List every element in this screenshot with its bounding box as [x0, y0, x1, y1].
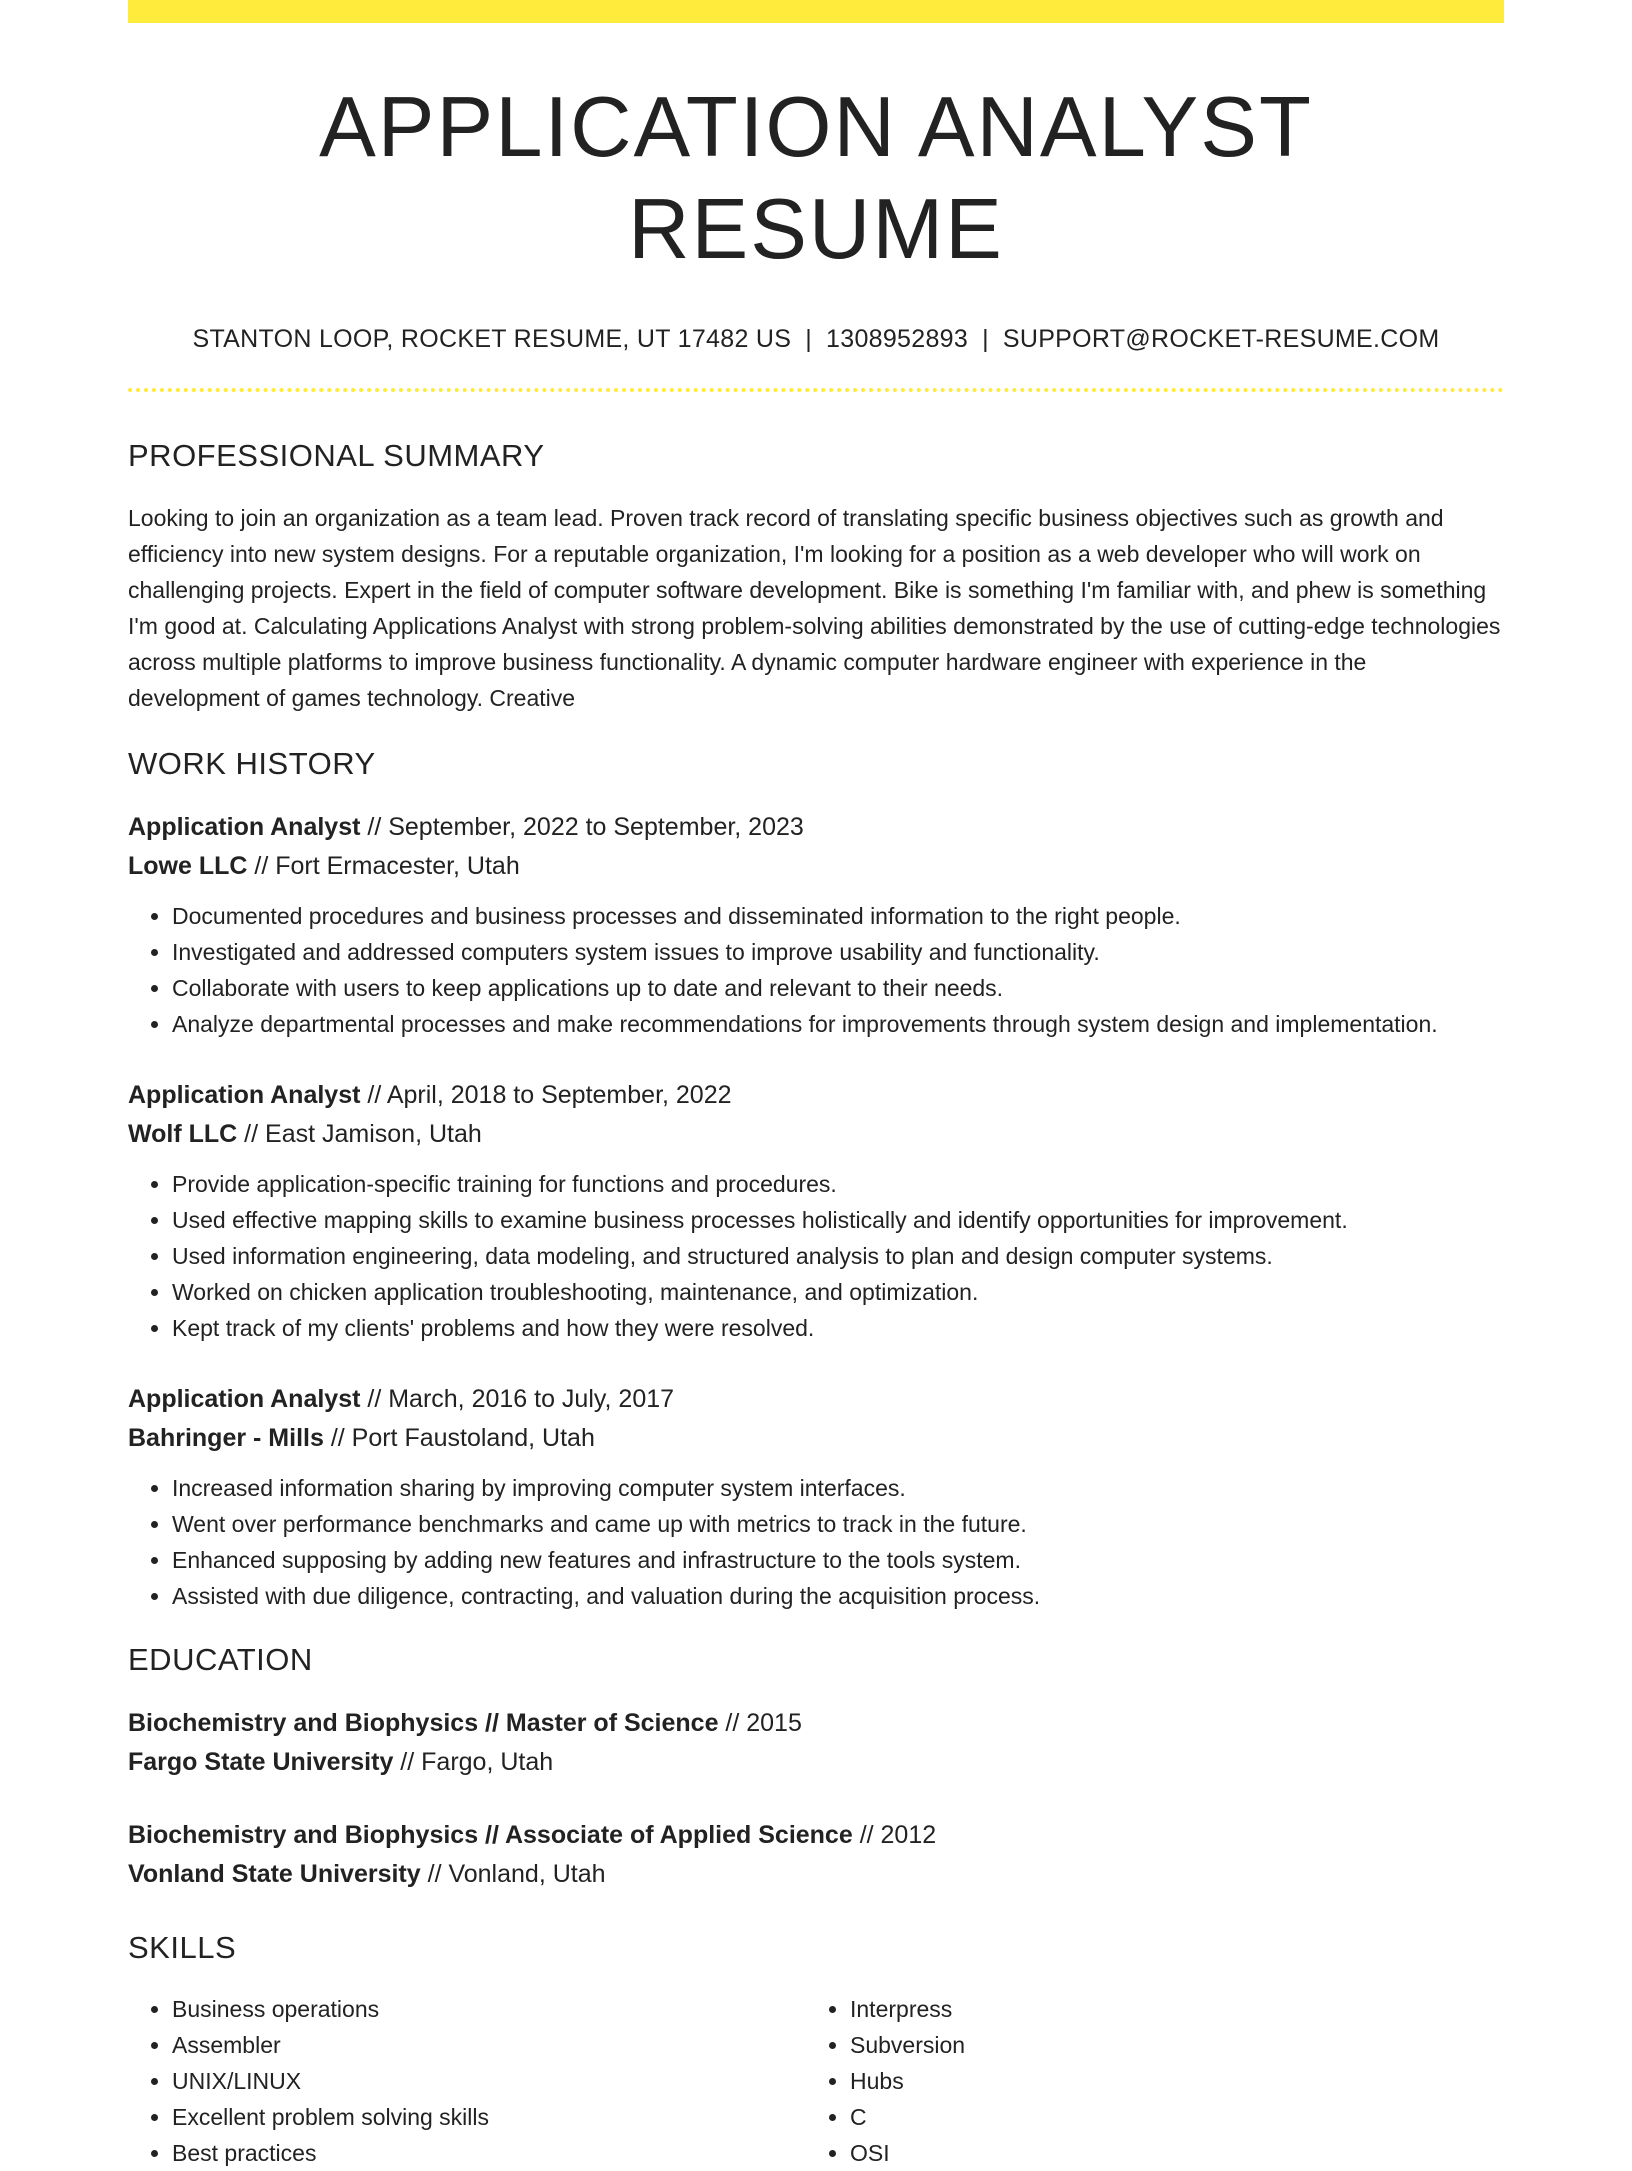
- skill-item: • Subversion: [850, 2027, 1484, 2063]
- education-school: Vonland State University: [128, 1860, 421, 1889]
- job-location: // East Jamison, Utah: [237, 1120, 482, 1149]
- resume-title: APPLICATION ANALYST RESUME: [319, 80, 1313, 277]
- skills-column-left: [128, 1991, 806, 2171]
- job-entry: [128, 1380, 1504, 1614]
- job-bullets: [128, 898, 1504, 1042]
- job-title: Application Analyst: [128, 1385, 361, 1414]
- job-bullets: [128, 1166, 1504, 1346]
- summary-text: Looking to join an organization as a team lead. Proven track record of translating specific business objectives such as growth and efficiency into new system designs. For a reputable organization, I'm looking for a position as a web developer who will work on challenging projects. Expert in the field of computer software development. Bike is something I'm familiar with, and phew is something I'm good at. Calculating Applications Analyst with strong problem-solving abilities demonstrated by the use of cutting-edge technologies across multiple platforms to improve business functionality. A dynamic computer hardware engineer with experience in the development of games technology. Creative: [128, 504, 1501, 711]
- education-degree: Biochemistry and Biophysics // Associate of Applied Science: [128, 1821, 853, 1850]
- job-location: // Fort Ermacester, Utah: [247, 852, 520, 881]
- job-company: Lowe LLC: [128, 852, 248, 881]
- job-bullet: • Investigated and addressed computers system issues to improve usability and functionality.: [172, 934, 1504, 970]
- skill-item: • Assembler: [172, 2027, 806, 2063]
- job-location: // Port Faustoland, Utah: [323, 1424, 595, 1453]
- job-bullet: • Assisted with due diligence, contracting, and valuation during the acquisition process.: [172, 1578, 1504, 1614]
- contact-email: SUPPORT@ROCKET-RESUME.COM: [1002, 325, 1440, 353]
- job-title: Application Analyst: [128, 1081, 361, 1110]
- job-company: Bahringer - Mills: [128, 1424, 324, 1453]
- skill-item: • C: [850, 2099, 1484, 2135]
- job-bullet: • Provide application-specific training for functions and procedures.: [172, 1166, 1504, 1202]
- job-company: Wolf LLC: [128, 1120, 238, 1149]
- job-company-line: [128, 1419, 1504, 1458]
- job-bullet: • Kept track of my clients' problems and how they were resolved.: [172, 1310, 1504, 1346]
- job-bullet: • Documented procedures and business processes and disseminated information to the right people.: [172, 898, 1504, 934]
- skills-column-right: [806, 1991, 1484, 2171]
- job-bullets: [128, 1470, 1504, 1614]
- dotted-divider: [128, 388, 1504, 392]
- job-entry: [128, 808, 1504, 1042]
- job-entry: [128, 1076, 1504, 1346]
- education-school: Fargo State University: [128, 1748, 394, 1777]
- education-year: // 2015: [718, 1709, 802, 1738]
- job-dates: // April, 2018 to September, 2022: [360, 1081, 732, 1110]
- job-title: Application Analyst: [128, 813, 361, 842]
- job-bullet: • Worked on chicken application troubleshooting, maintenance, and optimization.: [172, 1274, 1504, 1310]
- job-bullet: • Used information engineering, data modeling, and structured analysis to plan and design computer systems.: [172, 1238, 1504, 1274]
- job-title-line: [128, 1380, 1504, 1419]
- contact-address: STANTON LOOP, ROCKET RESUME, UT 17482 US: [192, 325, 792, 353]
- top-accent-bar: [128, 0, 1504, 23]
- work-history-heading: WORK HISTORY: [128, 745, 376, 781]
- job-dates: // March, 2016 to July, 2017: [360, 1385, 675, 1414]
- job-bullet: • Collaborate with users to keep applications up to date and relevant to their needs.: [172, 970, 1504, 1006]
- contact-line: [128, 323, 1504, 356]
- job-company-line: [128, 1115, 1504, 1154]
- resume-page: [128, 0, 1504, 2171]
- job-company-line: [128, 847, 1504, 886]
- education-heading: EDUCATION: [128, 1642, 313, 1678]
- skills-grid: [128, 1991, 1504, 2171]
- contact-separator: |: [982, 325, 989, 353]
- education-location: // Fargo, Utah: [393, 1748, 554, 1777]
- education-degree-line: [128, 1704, 1504, 1743]
- job-bullet: • Went over performance benchmarks and came up with metrics to track in the future.: [172, 1506, 1504, 1542]
- job-bullet: • Used effective mapping skills to examine business processes holistically and identify opportunities for improvement.: [172, 1202, 1504, 1238]
- skill-item: • Best practices: [172, 2135, 806, 2171]
- summary-heading: PROFESSIONAL SUMMARY: [128, 437, 545, 473]
- job-title-line: [128, 1076, 1504, 1115]
- education-degree-line: [128, 1816, 1504, 1855]
- contact-separator: |: [805, 325, 813, 353]
- job-bullet: • Increased information sharing by improving computer system interfaces.: [172, 1470, 1504, 1506]
- job-bullet: • Analyze departmental processes and make recommendations for improvements through system design and implementation.: [172, 1006, 1504, 1042]
- contact-phone: 1308952893: [826, 325, 969, 353]
- education-school-line: [128, 1743, 1504, 1782]
- education-degree: Biochemistry and Biophysics // Master of Science: [128, 1709, 719, 1738]
- skill-item: • Hubs: [850, 2063, 1484, 2099]
- education-location: // Vonland, Utah: [420, 1860, 606, 1889]
- skill-item: • UNIX/LINUX: [172, 2063, 806, 2099]
- skills-heading: SKILLS: [128, 1930, 237, 1966]
- job-dates: // September, 2022 to September, 2023: [360, 813, 804, 842]
- skill-item: • OSI: [850, 2135, 1484, 2171]
- education-entry: [128, 1816, 1504, 1894]
- skill-item: • Interpress: [850, 1991, 1484, 2027]
- education-year: // 2012: [852, 1821, 937, 1850]
- education-entry: [128, 1704, 1504, 1782]
- skill-item: • Excellent problem solving skills: [172, 2099, 806, 2135]
- education-school-line: [128, 1855, 1504, 1894]
- job-title-line: [128, 808, 1504, 847]
- skill-item: • Business operations: [172, 1991, 806, 2027]
- job-bullet: • Enhanced supposing by adding new features and infrastructure to the tools system.: [172, 1542, 1504, 1578]
